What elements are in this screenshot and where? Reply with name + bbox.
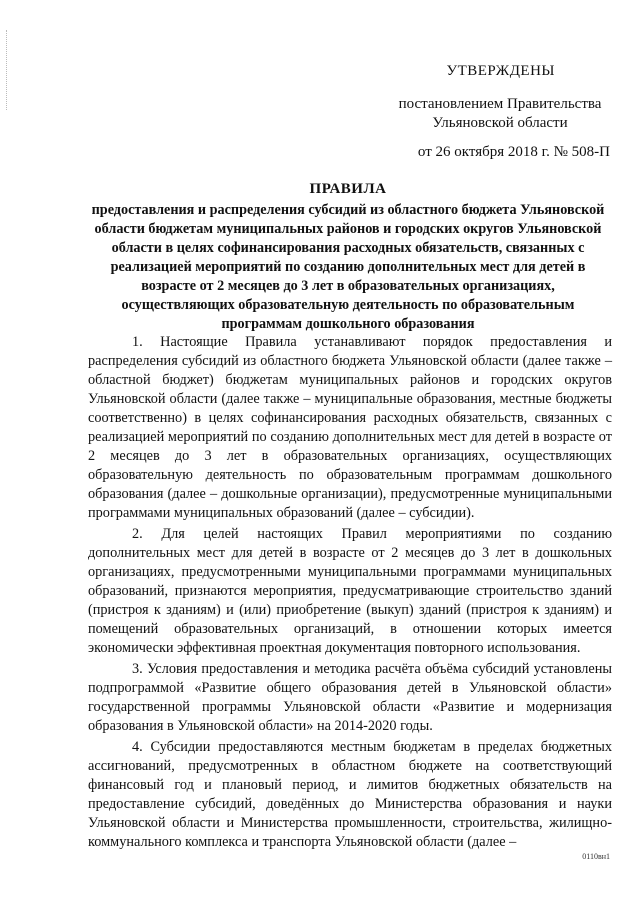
document-body [88,333,612,854]
paragraph-3: 3. Условия предоставления и методика расчёта объёма субсидий установлены подпрограммой «Развитие общего образования детей в Ульяновской области» государственной программы Ульяновской области «Развитие и модернизация образования в Ульяновской области» на 2014-2020 годы. [88,661,612,734]
footer-document-code: 0110вн1 [582,852,610,861]
document-title-block [88,180,608,334]
document-title: ПРАВИЛА [309,181,387,197]
approval-stamp-block [350,62,610,162]
approval-decree-line2: Ульяновской области [432,115,568,131]
approval-date: от 26 октября 2018 г. № 508-П [417,144,610,160]
scan-margin-marks [6,30,9,110]
paragraph-1: 1. Настоящие Правила устанавливают порядок предоставления и распределения субсидий из областного бюджета Ульяновской области (далее также – областной бюджет) бюджетам муниципальных районов и городских округов Ульяновской области (далее также – муниципальные образования, местные бюджеты соответственно) в целях софинансирования расходных обязательств, связанных с реализацией мероприятий по созданию дополнительных мест для детей в возрасте от 2 месяцев до 3 лет в образовательных организациях, осуществляющих образовательную деятельность по образовательным программам дошкольного образования (далее – дошкольные организации), предусмотренные муниципальными программами муниципальных образований (далее – субсидии). [88,334,612,521]
paragraph-2: 2. Для целей настоящих Правил мероприятиями по созданию дополнительных мест для детей в возрасте от 2 месяцев до 3 лет в дошкольных организациях, предусмотренными муниципальными программами муниципальных образований, признаются мероприятия, предусматривающие строительство зданий (пристроя к зданиям) и (или) приобретение (выкуп) зданий (пристроя к зданиям) и помещений образовательных организаций, в отношении которых имеется экономически эффективная проектная документация повторного использования. [88,526,612,656]
paragraph-4: 4. Субсидии предоставляются местным бюджетам в пределах бюджетных ассигнований, предусмотренных в областном бюджете на соответствующий финансовый год и плановый период, и лимитов бюджетных обязательств на предоставление субсидий, доведённых до Министерства образования и науки Ульяновской области и Министерства промышленности, строительства, жилищно-коммунального комплекса и транспорта Ульяновской области (далее – [88,739,612,850]
approval-heading: УТВЕРЖДЕНЫ [446,63,555,79]
approval-decree-line1: постановлением Правительства [398,96,602,112]
document-subtitle: предоставления и распределения субсидий из областного бюджета Ульяновской области бюджетам муниципальных районов и городских округов Ульяновской области в целях софинансирования расходных обязательств, связанных с реализацией мероприятий по созданию дополнительных мест для детей в возрасте от 2 месяцев до 3 лет в образовательных организациях, осуществляющих образовательную деятельность по образовательным программам дошкольного образования [91,202,605,332]
